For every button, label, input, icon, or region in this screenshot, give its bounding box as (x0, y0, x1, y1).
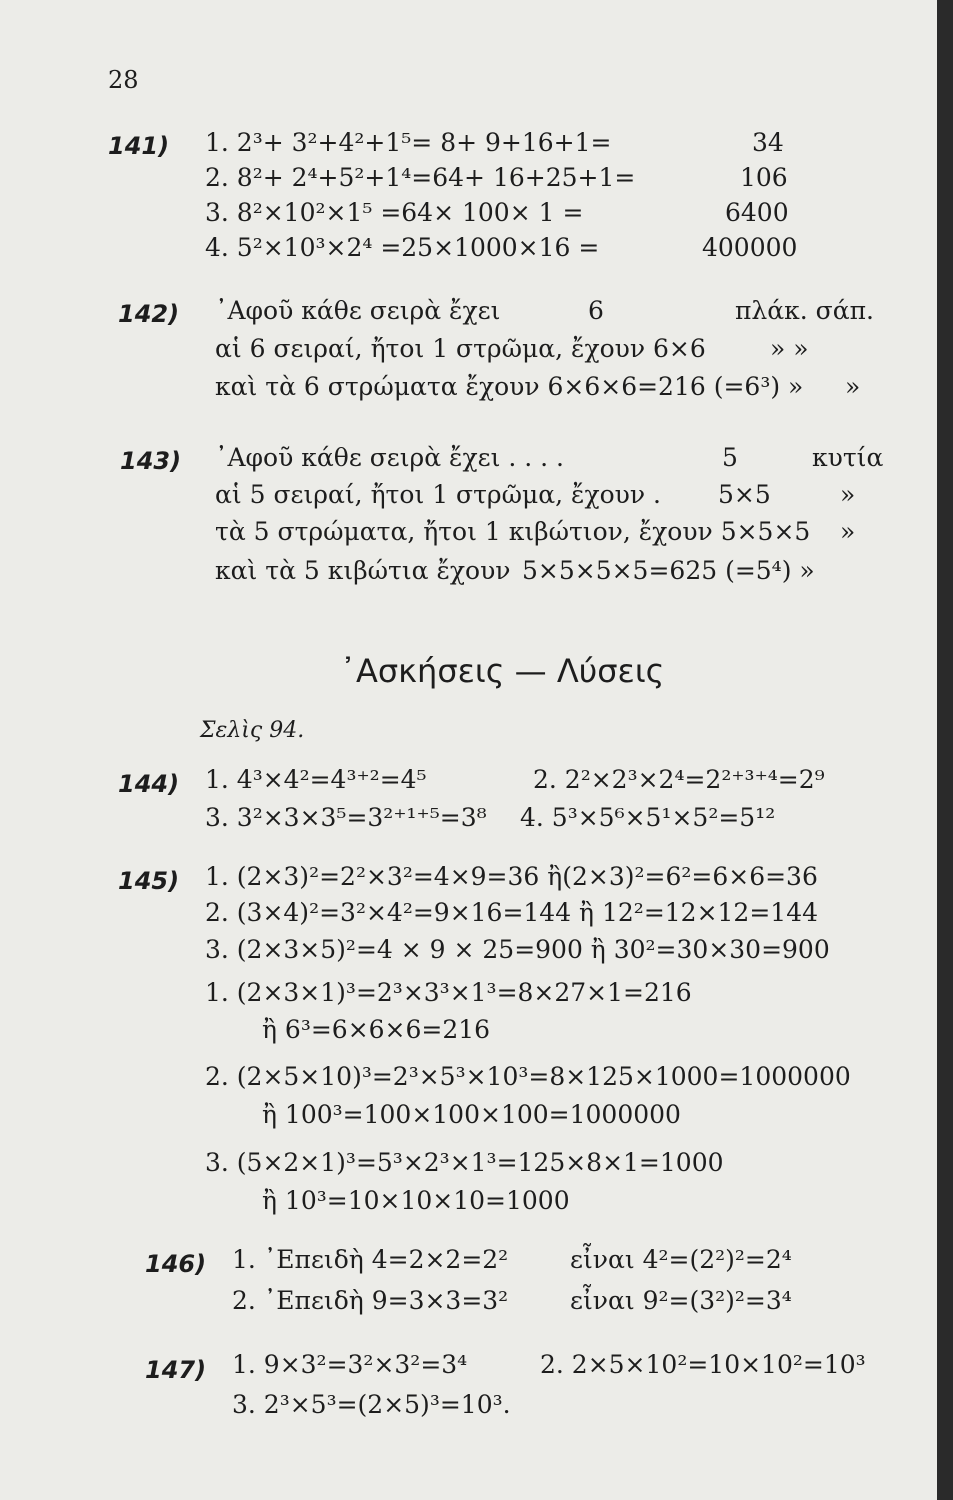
problem-143-line-3: τὰ 5 στρώματα, ἤτοι 1 κιβώτιον, ἔχουν 5×5×5 (215, 517, 811, 546)
problem-146-label: 146) (145, 1250, 207, 1278)
problem-145-line-5: ἢ 6³=6×6×6=216 (262, 1015, 491, 1044)
problem-141-result-1: 34 (752, 128, 784, 157)
problem-147-label: 147) (145, 1356, 207, 1384)
problem-142-line-2: αἱ 6 σειραί, ἤτοι 1 στρῶμα, ἔχουν 6×6 (215, 334, 706, 363)
problem-141-line-2: 2. 8²+ 2⁴+5²+1⁴=64+ 16+25+1= (205, 163, 636, 192)
problem-142-line-3: καὶ τὰ 6 στρώματα ἔχουν 6×6×6=216 (=6³) » (215, 372, 804, 401)
problem-141-result-3: 6400 (725, 198, 789, 227)
problem-144-item-1: 1. 4³×4²=4³⁺²=4⁵ (205, 765, 427, 794)
problem-145-line-4: 1. (2×3×1)³=2³×3³×1³=8×27×1=216 (205, 978, 692, 1007)
problem-143-line-2: αἱ 5 σειραί, ἤτοι 1 στρῶμα, ἔχουν . (215, 480, 661, 509)
problem-141-line-1: 1. 2³+ 3²+4²+1⁵= 8+ 9+16+1= (205, 128, 612, 157)
problem-143-ditto-3: » (840, 517, 856, 546)
problem-144-item-4: 4. 5³×5⁶×5¹×5²=5¹² (520, 803, 776, 832)
problem-145-line-8: 3. (5×2×1)³=5³×2³×1³=125×8×1=1000 (205, 1148, 724, 1177)
problem-146-item-2-result: εἶναι 9²=(3²)²=3⁴ (570, 1286, 792, 1315)
problem-142-unit: πλάκ. σάπ. (735, 296, 875, 325)
problem-143-count-2: 5×5 (718, 480, 771, 509)
problem-143-count-4: 5×5×5×5=625 (=5⁴) » (522, 556, 815, 585)
problem-144-item-3: 3. 3²×3×3⁵=3²⁺¹⁺⁵=3⁸ (205, 803, 487, 832)
problem-141-result-2: 106 (740, 163, 788, 192)
problem-142-label: 142) (118, 300, 180, 328)
problem-147-item-1: 1. 9×3²=3²×3²=3⁴ (232, 1350, 468, 1379)
problem-143-line-4: καὶ τὰ 5 κιβώτια ἔχουν (215, 556, 511, 585)
problem-141-label: 141) (108, 132, 170, 160)
page-edge-shadow (937, 0, 953, 1500)
problem-146-item-2: 2. ᾿Επειδὴ 9=3×3=3² (232, 1286, 509, 1315)
problem-142-line-1: ᾿Αφοῦ κάθε σειρὰ ἔχει (215, 296, 501, 325)
problem-145-line-9: ἢ 10³=10×10×10=1000 (262, 1186, 570, 1215)
problem-141-line-4: 4. 5²×10³×2⁴ =25×1000×16 = (205, 233, 600, 262)
problem-147-item-3: 3. 2³×5³=(2×5)³=10³. (232, 1390, 511, 1419)
problem-142-ditto-2: » » (770, 334, 809, 363)
problem-143-ditto-2: » (840, 480, 856, 509)
problem-143-line-1: ᾿Αφοῦ κάθε σειρὰ ἔχει . . . . (215, 443, 564, 472)
problem-145-line-1: 1. (2×3)²=2²×3²=4×9=36 ἢ(2×3)²=6²=6×6=36 (205, 862, 818, 891)
problem-147-item-2: 2. 2×5×10²=10×10²=10³ (540, 1350, 866, 1379)
section-title: ᾿Ασκήσεις — Λύσεις (340, 652, 665, 690)
problem-142-ditto-3: » (845, 372, 861, 401)
problem-145-line-7: ἢ 100³=100×100×100=1000000 (262, 1100, 681, 1129)
problem-141-result-4: 400000 (702, 233, 798, 262)
problem-145-line-6: 2. (2×5×10)³=2³×5³×10³=8×125×1000=1000000 (205, 1062, 851, 1091)
problem-141-line-3: 3. 8²×10²×1⁵ =64× 100× 1 = (205, 198, 584, 227)
problem-145-label: 145) (118, 867, 180, 895)
problem-144-item-2: 2. 2²×2³×2⁴=2²⁺³⁺⁴=2⁹ (533, 765, 825, 794)
problem-143-label: 143) (120, 447, 182, 475)
problem-144-label: 144) (118, 770, 180, 798)
problem-145-line-3: 3. (2×3×5)²=4 × 9 × 25=900 ἢ 30²=30×30=900 (205, 935, 830, 964)
problem-142-count-1: 6 (588, 296, 604, 325)
problem-145-line-2: 2. (3×4)²=3²×4²=9×16=144 ἢ 12²=12×12=144 (205, 898, 819, 927)
problem-143-unit: κυτία (812, 443, 884, 472)
problem-146-item-1-result: εἶναι 4²=(2²)²=2⁴ (570, 1245, 792, 1274)
problem-143-count-1: 5 (722, 443, 738, 472)
section-subtitle: Σελὶς 94. (200, 718, 305, 743)
problem-146-item-1: 1. ᾿Επειδὴ 4=2×2=2² (232, 1245, 509, 1274)
page-number: 28 (108, 66, 139, 94)
